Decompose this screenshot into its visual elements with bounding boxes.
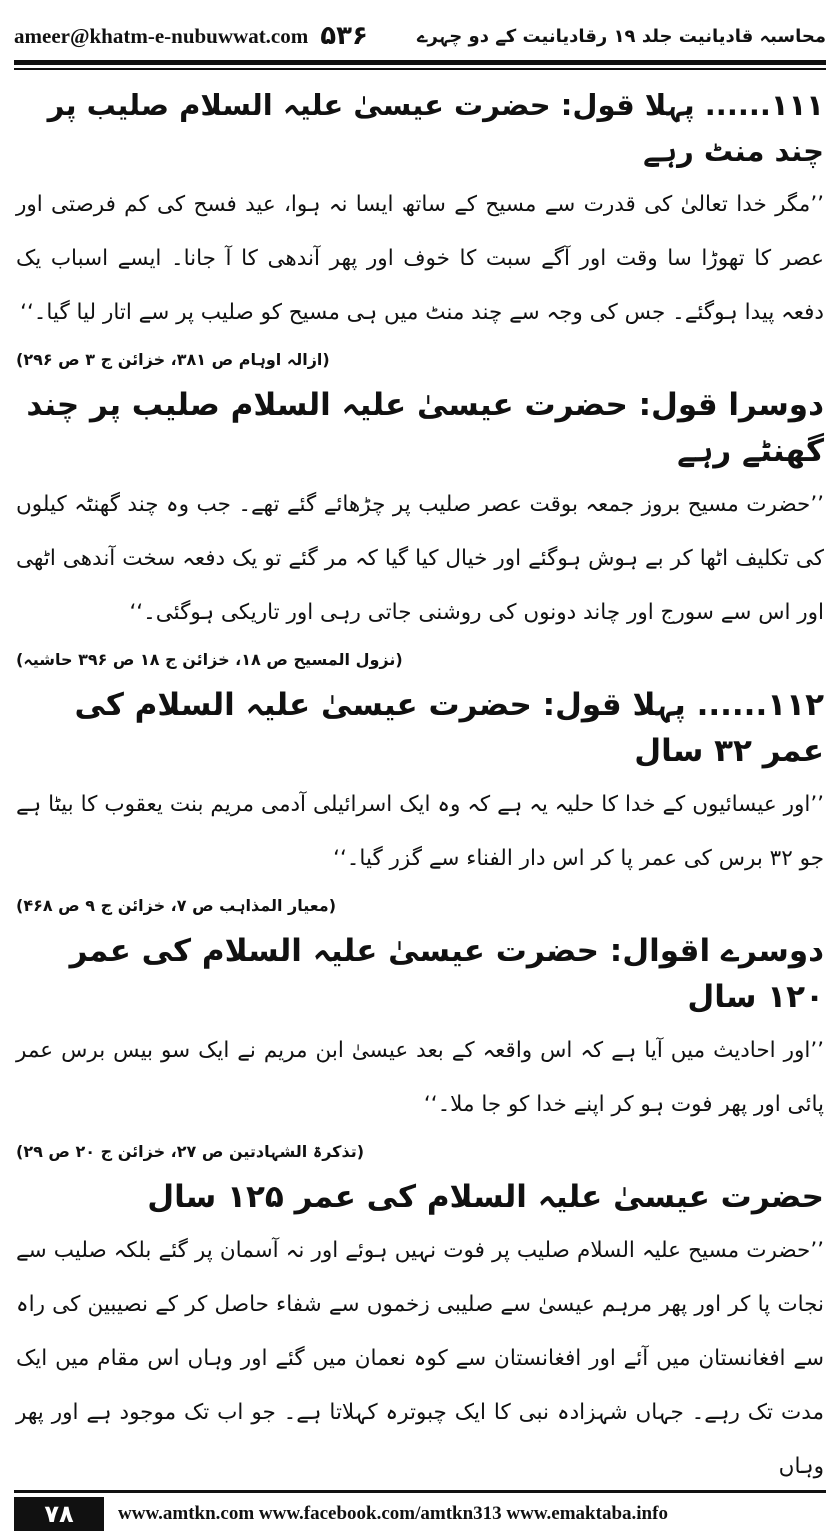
reference: (نزول المسیح ص ۱۸، خزائن ج ۱۸ ص ۳۹۶ حاشیہ) — [16, 650, 403, 669]
quote-body: ’’حضرت مسیح بروز جمعہ بوقت عصر صلیب پر چڑھائے گئے تھے۔ جب وہ چند گھنٹہ کیلوں کی تکلیف اٹھا کر بے ہوش ہوگئے اور خیال کیا گیا کہ مر گئے تو یک دفعہ سخت آندھی اٹھی اور اس سے سورج اور چاند دونوں کی روشنی جاتی رہی اور تاریکی ہوگئی۔‘‘ — [16, 492, 824, 625]
footer-rule — [14, 1490, 826, 1493]
running-title: محاسبہ قادیانیت جلد ۱۹ رقادیانیت کے دو چہرے — [416, 25, 826, 47]
reference: (معیار المذاہب ص ۷، خزائن ج ۹ ص ۴۶۸) — [16, 896, 337, 915]
header-email: ameer@khatm-e-nubuwwat.com — [14, 23, 309, 48]
reference: (ازالہ اوہام ص ۳۸۱، خزائن ج ۳ ص ۲۹۶) — [16, 350, 330, 369]
header-page-number: ۵۳۶ — [320, 21, 368, 51]
section-heading: دوسرا قول: حضرت عیسیٰ علیہ السلام صلیب پر چند گھنٹے رہے — [26, 387, 824, 469]
section-heading: ۱۱۲...... پہلا قول: حضرت عیسیٰ علیہ السلام کی عمر ۳۲ سال — [74, 687, 824, 769]
quote-body: ’’اور احادیث میں آیا ہے کہ اس واقعہ کے بعد عیسیٰ ابن مریم نے ایک سو بیس برس عمر پائی اور پھر فوت ہو کر اپنے خدا کو جا ملا۔‘‘ — [16, 1038, 824, 1117]
quote-body: ’’مگر خدا تعالیٰ کی قدرت سے مسیح کے ساتھ ایسا نہ ہوا، عید فسح کی کم فرصتی اور عصر کا تھوڑا سا وقت اور آگے سبت کا خوف اور پھر آندھی کا آ جانا۔ ایسے اسباب یک دفعہ پیدا ہوگئے۔ جس کی وجہ سے چند منٹ میں ہی مسیح کو صلیب پر سے اتار لیا گیا۔‘‘ — [16, 192, 824, 325]
section-heading: ۱۱۱...... پہلا قول: حضرت عیسیٰ علیہ السلام صلیب پر چند منٹ رہے — [47, 88, 824, 168]
quote-body: ’’حضرت مسیح علیہ السلام صلیب پر فوت نہیں ہوئے اور نہ آسمان پر گئے بلکہ صلیب سے نجات پا کر اور پھر مرہم عیسیٰ سے صلیبی زخموں سے شفاء حاصل کر کے نصیبین کی راہ سے افغانستان میں آئے اور افغانستان سے کوہ نعمان میں گئے اور وہاں اس مقام میں ایک مدت تک رہے۔ جہاں شہزادہ نبی کا ایک چبوترہ کہلاتا ہے۔ جو اب تک موجود ہے اور پھر وہاں — [16, 1238, 824, 1479]
page-content — [16, 82, 824, 1494]
header-rule-thick — [14, 60, 826, 65]
reference: (تذکرۃ الشہادتین ص ۲۷، خزائن ج ۲۰ ص ۲۹) — [16, 1142, 365, 1161]
footer-links: www.amtkn.com www.facebook.com/amtkn313 www.emaktaba.info — [118, 1503, 668, 1524]
page-footer — [14, 1496, 826, 1532]
section-heading: دوسرے اقوال: حضرت عیسیٰ علیہ السلام کی عمر ۱۲۰ سال — [69, 933, 824, 1015]
header-rule-thin — [14, 68, 826, 70]
section-heading: حضرت عیسیٰ علیہ السلام کی عمر ۱۲۵ سال — [147, 1179, 824, 1215]
page-header — [14, 14, 826, 58]
footer-page-number: ۷۸ — [14, 1497, 104, 1531]
header-left — [14, 21, 368, 51]
quote-body: ’’اور عیسائیوں کے خدا کا حلیہ یہ ہے کہ وہ ایک اسرائیلی آدمی مریم بنت یعقوب کا بیٹا ہے جو ۳۲ برس کی عمر پا کر اس دار الفناء سے گزر گیا۔‘‘ — [16, 792, 824, 871]
